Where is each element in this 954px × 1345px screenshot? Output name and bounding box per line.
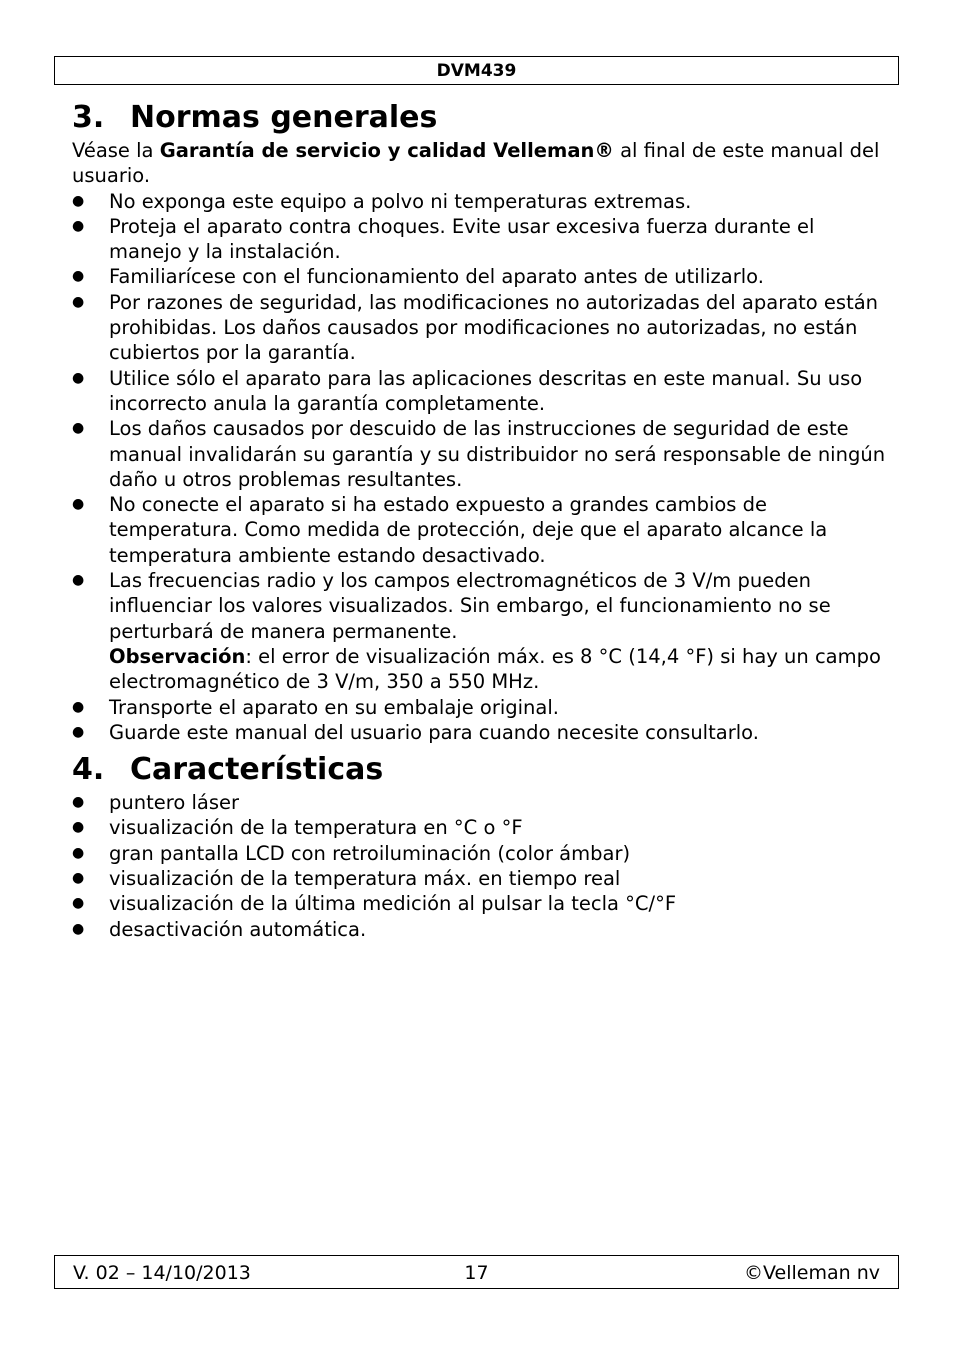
list-item: ● Transporte el aparato en su embalaje original. (72, 695, 559, 719)
footer-copyright: ©Velleman nv (744, 1262, 880, 1284)
intro-suffix: al final de este manual del usuario. (72, 139, 880, 188)
list-item: ● visualización de la temperatura en °C o °F (72, 816, 523, 840)
list-item: ● No conecte el aparato si ha estado expuesto a grandes cambios de temperatura. Como medida de protección, deje que el aparato alcance la temperatura ambiente estando desactivado. (72, 493, 828, 567)
list-item: ● Por razones de seguridad, las modificaciones no autorizadas del aparato están prohibidas. Los daños causados por modificaciones no autorizadas, no están cubiertos por la garantía. (72, 290, 879, 365)
list-item: ● Familiarícese con el funcionamiento del aparato antes de utilizarlo. (72, 265, 764, 289)
observation-text: : el error de visualización máx. es 8 °C (14,4 °F) si hay un campo electromagnético de 3 V/m, 350 a 550 MHz. (109, 644, 881, 694)
section-4-heading (72, 750, 887, 790)
header-model: DVM439 (54, 56, 899, 85)
list-item: ● No exponga este equipo a polvo ni temperaturas extremas. (72, 189, 692, 213)
list-item: ● gran pantalla LCD con retroiluminación (color ámbar) (72, 841, 631, 865)
list-item: ● visualización de la última medición al pulsar la tecla °C/°F (72, 892, 677, 916)
page-footer (54, 1255, 899, 1289)
section-4-number: 4. (72, 752, 105, 788)
document-body (72, 98, 887, 942)
observation-label: Observación (109, 644, 246, 668)
list-item: ● Los daños causados por descuido de las instrucciones de seguridad de este manual invalidarán su garantía y su distribuidor no será responsable de ningún daño u otros problemas resultantes. (72, 417, 886, 491)
list-item: ● Utilice sólo el aparato para las aplicaciones descritas en este manual. Su uso incorrecto anula la garantía completamente. (72, 366, 863, 415)
footer-page-number: 17 (464, 1262, 489, 1284)
section-3-heading (72, 98, 887, 138)
footer-version: V. 02 – 14/10/2013 (73, 1262, 251, 1284)
section-3-intro (72, 138, 887, 189)
section-3-list (72, 189, 887, 746)
section-4-list (72, 790, 887, 942)
section-4-title: Características (130, 752, 384, 788)
list-item: ● desactivación automática. (72, 917, 367, 941)
list-item: ● Proteja el aparato contra choques. Evite usar excesiva fuerza durante el manejo y la instalación. (72, 214, 815, 264)
list-item: ● Las frecuencias radio y los campos electromagnéticos de 3 V/m pueden influenciar los valores visualizados. Sin embargo, el funcionamiento no se perturbará de manera permanente. Observación: el error de visualización máx. es 8 °C (14,4 °F) si hay un campo electromagnético de 3 V/m, 350 a 550 MHz. (72, 569, 881, 694)
list-item: ● visualización de la temperatura máx. en tiempo real (72, 867, 621, 891)
intro-warranty-bold: Garantía de servicio y calidad Velleman® (159, 139, 614, 162)
intro-prefix: Véase la (72, 139, 160, 162)
list-item: ● puntero láser (72, 791, 239, 815)
section-3-title: Normas generales (130, 100, 438, 135)
list-item: ● Guarde este manual del usuario para cuando necesite consultarlo. (72, 720, 759, 744)
section-3-number: 3. (72, 100, 105, 135)
